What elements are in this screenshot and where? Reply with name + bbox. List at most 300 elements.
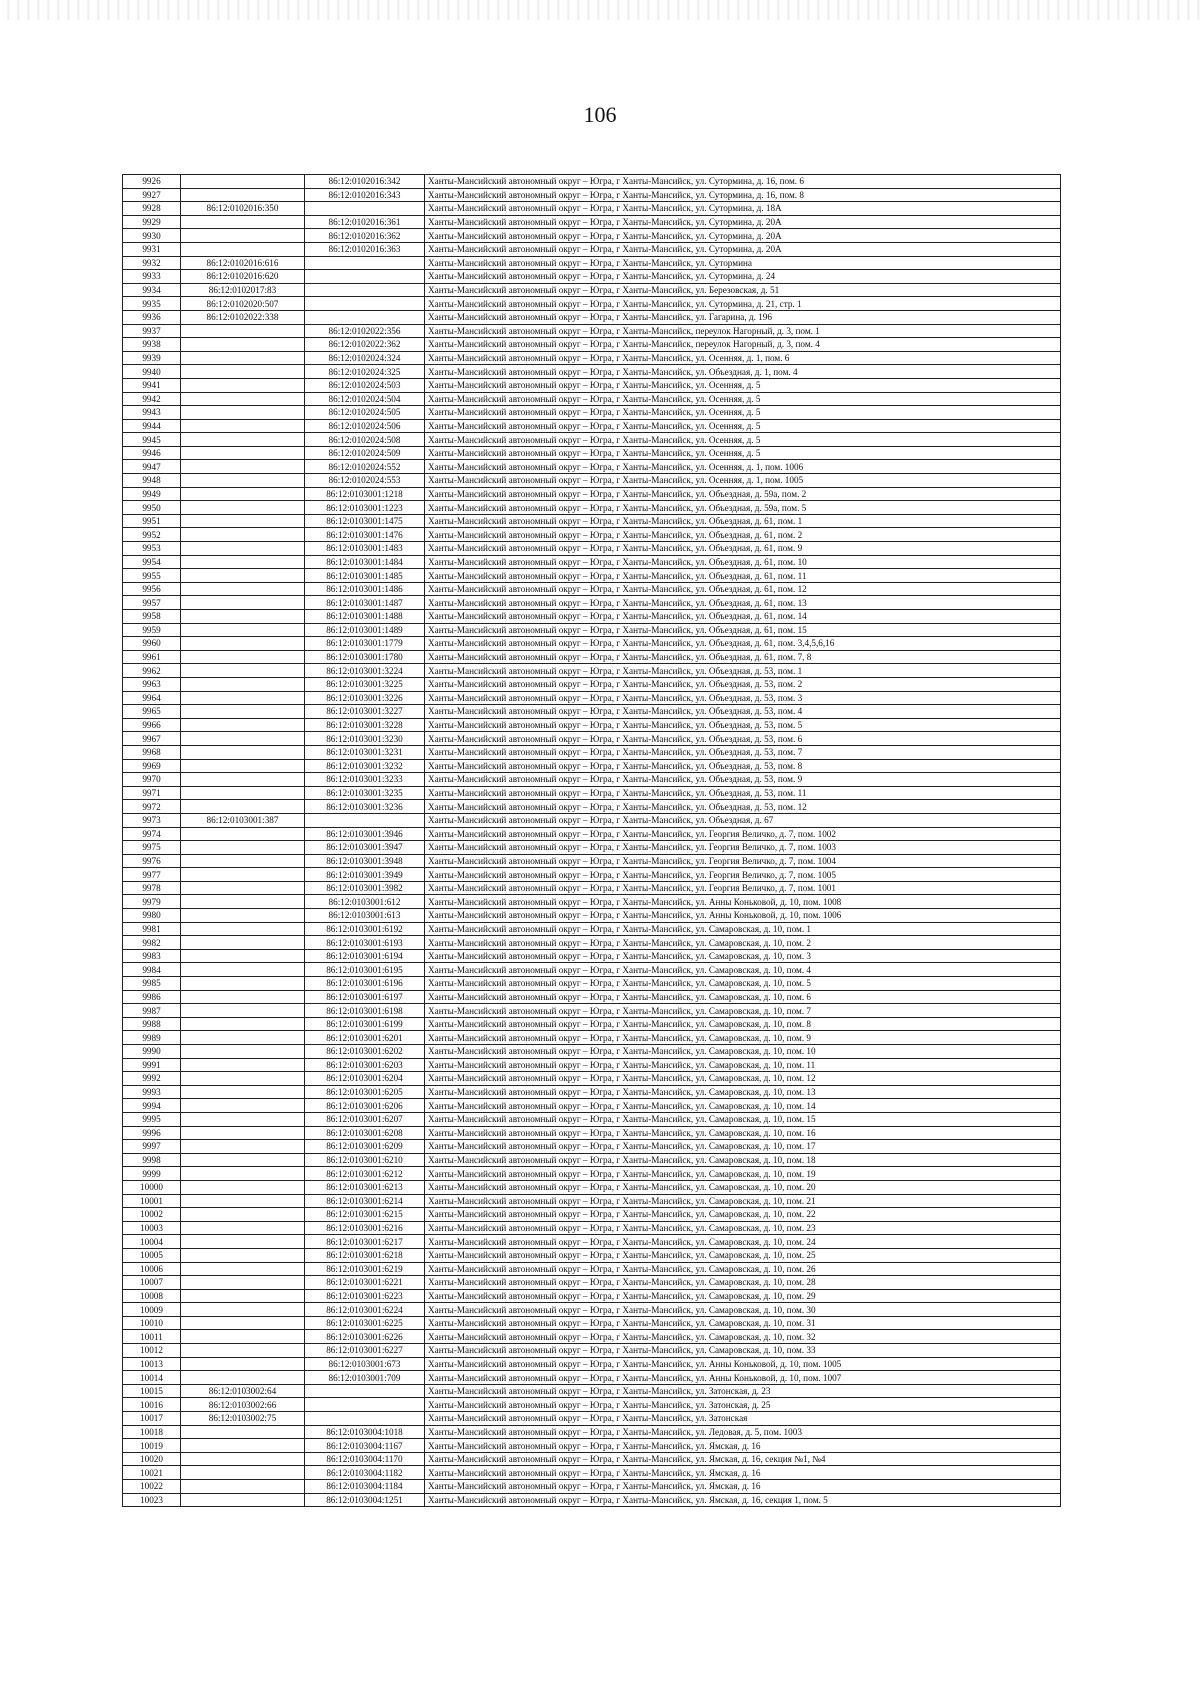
table-row [123,664,1061,678]
row-number: 10019 [123,1439,181,1453]
table-row [123,773,1061,787]
address: Ханты-Мансийский автономный округ – Югра, г Ханты-Мансийск, ул. Сутормина, д. 18А [425,202,1061,216]
row-number: 9967 [123,732,181,746]
table-row [123,1480,1061,1494]
address: Ханты-Мансийский автономный округ – Югра, г Ханты-Мансийск, ул. Объездная, д. 61, пом. 9 [425,542,1061,556]
row-number: 9975 [123,841,181,855]
address: Ханты-Мансийский автономный округ – Югра, г Ханты-Мансийск, ул. Объездная, д. 61, пом. 11 [425,569,1061,583]
row-number: 9978 [123,881,181,895]
address: Ханты-Мансийский автономный округ – Югра, г Ханты-Мансийск, переулок Нагорный, д. 3, пом. 4 [425,338,1061,352]
cadastral-number-land [181,786,305,800]
cadastral-number-land [181,487,305,501]
cadastral-number-premises: 86:12:0102016:342 [305,175,425,189]
cadastral-number-premises: 86:12:0103001:3227 [305,705,425,719]
cadastral-number-land [181,650,305,664]
address: Ханты-Мансийский автономный округ – Югра, г Ханты-Мансийск, ул. Георгия Величко, д. 7, пом. 1005 [425,868,1061,882]
address: Ханты-Мансийский автономный округ – Югра, г Ханты-Мансийск, ул. Анны Коньковой, д. 10, пом. 1007 [425,1371,1061,1385]
cadastral-number-land: 86:12:0102016:350 [181,202,305,216]
table-row [123,786,1061,800]
address: Ханты-Мансийский автономный округ – Югра, г Ханты-Мансийск, переулок Нагорный, д. 3, пом. 1 [425,324,1061,338]
cadastral-number-premises: 86:12:0103001:6204 [305,1072,425,1086]
cadastral-number-land [181,1180,305,1194]
cadastral-number-premises: 86:12:0103001:1476 [305,528,425,542]
address: Ханты-Мансийский автономный округ – Югра, г Ханты-Мансийск, ул. Объездная, д. 53, пом. 11 [425,786,1061,800]
address: Ханты-Мансийский автономный округ – Югра, г Ханты-Мансийск, ул. Объездная, д. 1, пом. 4 [425,365,1061,379]
address: Ханты-Мансийский автономный округ – Югра, г Ханты-Мансийск, ул. Анны Коньковой, д. 10, пом. 1006 [425,909,1061,923]
table-row [123,270,1061,284]
table-row [123,1045,1061,1059]
cadastral-number-land: 86:12:0103002:75 [181,1412,305,1426]
table-row [123,310,1061,324]
cadastral-number-premises: 86:12:0103004:1170 [305,1452,425,1466]
cadastral-number-premises: 86:12:0103001:3225 [305,677,425,691]
cadastral-number-land [181,324,305,338]
cadastral-number-premises: 86:12:0102016:363 [305,242,425,256]
cadastral-number-premises: 86:12:0103001:6208 [305,1126,425,1140]
table-row [123,637,1061,651]
cadastral-number-premises: 86:12:0103001:1223 [305,501,425,515]
cadastral-number-premises: 86:12:0103001:6201 [305,1031,425,1045]
address: Ханты-Мансийский автономный округ – Югра, г Ханты-Мансийск, ул. Осенняя, д. 5 [425,433,1061,447]
row-number: 10004 [123,1235,181,1249]
row-number: 9966 [123,718,181,732]
table-row [123,1289,1061,1303]
scan-noise [0,0,1200,20]
cadastral-number-premises: 86:12:0103001:3226 [305,691,425,705]
cadastral-number-premises [305,1412,425,1426]
table-row [123,501,1061,515]
cadastral-number-land [181,1289,305,1303]
table-row [123,392,1061,406]
cadastral-number-premises [305,202,425,216]
table-row [123,868,1061,882]
row-number: 9954 [123,555,181,569]
address: Ханты-Мансийский автономный округ – Югра, г Ханты-Мансийск, ул. Самаровская, д. 10, пом. 3 [425,949,1061,963]
cadastral-number-land [181,705,305,719]
row-number: 9984 [123,963,181,977]
row-number: 9932 [123,256,181,270]
cadastral-number-premises [305,1384,425,1398]
row-number: 9962 [123,664,181,678]
table-row [123,365,1061,379]
cadastral-number-premises: 86:12:0103001:3946 [305,827,425,841]
cadastral-number-premises: 86:12:0103001:3228 [305,718,425,732]
row-number: 9997 [123,1140,181,1154]
row-number: 10011 [123,1330,181,1344]
address: Ханты-Мансийский автономный округ – Югра, г Ханты-Мансийск, ул. Осенняя, д. 5 [425,392,1061,406]
row-number: 10003 [123,1221,181,1235]
cadastral-number-land [181,841,305,855]
table-row [123,1099,1061,1113]
cadastral-number-premises [305,256,425,270]
address: Ханты-Мансийский автономный округ – Югра, г Ханты-Мансийск, ул. Объездная, д. 53, пом. 12 [425,800,1061,814]
address: Ханты-Мансийский автономный округ – Югра, г Ханты-Мансийск, ул. Самаровская, д. 10, пом. 33 [425,1344,1061,1358]
cadastral-number-land [181,555,305,569]
cadastral-number-premises: 86:12:0102016:361 [305,215,425,229]
cadastral-number-premises: 86:12:0103004:1018 [305,1425,425,1439]
address: Ханты-Мансийский автономный округ – Югра, г Ханты-Мансийск, ул. Самаровская, д. 10, пом. 13 [425,1085,1061,1099]
cadastral-number-land [181,732,305,746]
table-row [123,1180,1061,1194]
cadastral-number-premises: 86:12:0102016:362 [305,229,425,243]
row-number: 9991 [123,1058,181,1072]
cadastral-number-premises: 86:12:0103001:6207 [305,1112,425,1126]
row-number: 9998 [123,1153,181,1167]
address: Ханты-Мансийский автономный округ – Югра, г Ханты-Мансийск, ул. Объездная, д. 61, пом. 14 [425,610,1061,624]
table-row [123,514,1061,528]
row-number: 9988 [123,1017,181,1031]
address: Ханты-Мансийский автономный округ – Югра, г Ханты-Мансийск, ул. Самаровская, д. 10, пом. 31 [425,1316,1061,1330]
cadastral-number-premises [305,283,425,297]
cadastral-number-premises [305,297,425,311]
cadastral-number-premises: 86:12:0103001:6216 [305,1221,425,1235]
row-number: 9976 [123,854,181,868]
address: Ханты-Мансийский автономный округ – Югра, г Ханты-Мансийск, ул. Самаровская, д. 10, пом. 10 [425,1045,1061,1059]
address: Ханты-Мансийский автономный округ – Югра, г Ханты-Мансийск, ул. Самаровская, д. 10, пом. 26 [425,1262,1061,1276]
table-row [123,542,1061,556]
cadastral-number-land [181,800,305,814]
row-number: 9944 [123,419,181,433]
row-number: 9956 [123,582,181,596]
cadastral-number-premises: 86:12:0102024:325 [305,365,425,379]
cadastral-number-land [181,1058,305,1072]
cadastral-number-premises: 86:12:0103001:6221 [305,1276,425,1290]
cadastral-number-land [181,1357,305,1371]
cadastral-number-premises: 86:12:0102024:509 [305,446,425,460]
table-row [123,1330,1061,1344]
row-number: 9993 [123,1085,181,1099]
table-row [123,460,1061,474]
table-row [123,949,1061,963]
address: Ханты-Мансийский автономный округ – Югра, г Ханты-Мансийск, ул. Самаровская, д. 10, пом. 25 [425,1248,1061,1262]
address: Ханты-Мансийский автономный округ – Югра, г Ханты-Мансийск, ул. Гагарина, д. 196 [425,310,1061,324]
row-number: 9971 [123,786,181,800]
row-number: 9972 [123,800,181,814]
cadastral-number-premises: 86:12:0103001:1488 [305,610,425,624]
row-number: 10014 [123,1371,181,1385]
cadastral-number-land [181,718,305,732]
row-number: 9974 [123,827,181,841]
row-number: 10000 [123,1180,181,1194]
address: Ханты-Мансийский автономный округ – Югра, г Ханты-Мансийск, ул. Осенняя, д. 5 [425,419,1061,433]
table-row [123,1221,1061,1235]
table-row [123,378,1061,392]
row-number: 10023 [123,1493,181,1507]
row-number: 9934 [123,283,181,297]
cadastral-number-land [181,1126,305,1140]
table-row [123,474,1061,488]
table-row [123,555,1061,569]
cadastral-number-premises: 86:12:0103001:6203 [305,1058,425,1072]
address: Ханты-Мансийский автономный округ – Югра, г Ханты-Мансийск, ул. Сутормина, д. 20А [425,242,1061,256]
cadastral-number-premises: 86:12:0103001:6225 [305,1316,425,1330]
table-row [123,1194,1061,1208]
cadastral-number-premises: 86:12:0103001:612 [305,895,425,909]
address: Ханты-Мансийский автономный округ – Югра, г Ханты-Мансийск, ул. Ямская, д. 16, секция 1, пом. 5 [425,1493,1061,1507]
address: Ханты-Мансийский автономный округ – Югра, г Ханты-Мансийск, ул. Объездная, д. 61, пом. 15 [425,623,1061,637]
table-row [123,610,1061,624]
cadastral-number-land [181,229,305,243]
address: Ханты-Мансийский автономный округ – Югра, г Ханты-Мансийск, ул. Затонская, д. 25 [425,1398,1061,1412]
cadastral-number-premises: 86:12:0103001:1489 [305,623,425,637]
table-row [123,229,1061,243]
row-number: 10012 [123,1344,181,1358]
row-number: 9964 [123,691,181,705]
cadastral-number-land [181,188,305,202]
cadastral-number-land [181,365,305,379]
address: Ханты-Мансийский автономный округ – Югра, г Ханты-Мансийск, ул. Самаровская, д. 10, пом. 23 [425,1221,1061,1235]
cadastral-number-land [181,1194,305,1208]
cadastral-number-land [181,446,305,460]
table-row [123,1452,1061,1466]
table-row [123,202,1061,216]
cadastral-number-land [181,1153,305,1167]
table-row [123,759,1061,773]
table-row [123,528,1061,542]
table-row [123,1017,1061,1031]
address: Ханты-Мансийский автономный округ – Югра, г Ханты-Мансийск, ул. Объездная, д. 53, пом. 6 [425,732,1061,746]
cadastral-number-land [181,1466,305,1480]
cadastral-number-land [181,351,305,365]
cadastral-number-premises: 86:12:0103001:6217 [305,1235,425,1249]
row-number: 10010 [123,1316,181,1330]
row-number: 9928 [123,202,181,216]
address: Ханты-Мансийский автономный округ – Югра, г Ханты-Мансийск, ул. Объездная, д. 61, пом. 7, 8 [425,650,1061,664]
cadastral-number-land [181,1112,305,1126]
cadastral-number-land [181,1221,305,1235]
address: Ханты-Мансийский автономный округ – Югра, г Ханты-Мансийск, ул. Осенняя, д. 5 [425,378,1061,392]
address: Ханты-Мансийский автономный округ – Югра, г Ханты-Мансийск, ул. Объездная, д. 53, пом. 2 [425,677,1061,691]
row-number: 10021 [123,1466,181,1480]
cadastral-number-land [181,827,305,841]
cadastral-number-premises: 86:12:0103001:6210 [305,1153,425,1167]
table-row [123,705,1061,719]
table-row [123,1439,1061,1453]
address: Ханты-Мансийский автономный округ – Югра, г Ханты-Мансийск, ул. Сутормина, д. 24 [425,270,1061,284]
cadastral-number-premises: 86:12:0103001:6193 [305,936,425,950]
cadastral-number-land: 86:12:0102017:83 [181,283,305,297]
table-row [123,1126,1061,1140]
address: Ханты-Мансийский автономный округ – Югра, г Ханты-Мансийск, ул. Самаровская, д. 10, пом. 12 [425,1072,1061,1086]
address: Ханты-Мансийский автономный округ – Югра, г Ханты-Мансийск, ул. Осенняя, д. 1, пом. 1005 [425,474,1061,488]
cadastral-number-land [181,542,305,556]
cadastral-number-land [181,1017,305,1031]
address: Ханты-Мансийский автономный округ – Югра, г Ханты-Мансийск, ул. Анны Коньковой, д. 10, пом. 1008 [425,895,1061,909]
address: Ханты-Мансийский автономный округ – Югра, г Ханты-Мансийск, ул. Самаровская, д. 10, пом. 15 [425,1112,1061,1126]
address: Ханты-Мансийский автономный округ – Югра, г Ханты-Мансийск, ул. Самаровская, д. 10, пом. 8 [425,1017,1061,1031]
row-number: 9929 [123,215,181,229]
cadastral-number-land [181,1072,305,1086]
table-row [123,1085,1061,1099]
address: Ханты-Мансийский автономный округ – Югра, г Ханты-Мансийск, ул. Самаровская, д. 10, пом. 19 [425,1167,1061,1181]
table-row [123,1466,1061,1480]
cadastral-number-land [181,1439,305,1453]
address: Ханты-Мансийский автономный округ – Югра, г Ханты-Мансийск, ул. Затонская [425,1412,1061,1426]
row-number: 9979 [123,895,181,909]
address: Ханты-Мансийский автономный округ – Югра, г Ханты-Мансийск, ул. Сутормина, д. 21, стр. 1 [425,297,1061,311]
row-number: 9927 [123,188,181,202]
address: Ханты-Мансийский автономный округ – Югра, г Ханты-Мансийск, ул. Ямская, д. 16 [425,1439,1061,1453]
row-number: 9936 [123,310,181,324]
cadastral-number-land [181,1140,305,1154]
cadastral-number-premises: 86:12:0103001:6214 [305,1194,425,1208]
address: Ханты-Мансийский автономный округ – Югра, г Ханты-Мансийск, ул. Самаровская, д. 10, пом. 18 [425,1153,1061,1167]
cadastral-number-premises: 86:12:0103001:673 [305,1357,425,1371]
table-row [123,1072,1061,1086]
address: Ханты-Мансийский автономный округ – Югра, г Ханты-Мансийск, ул. Самаровская, д. 10, пом. 22 [425,1208,1061,1222]
address: Ханты-Мансийский автономный округ – Югра, г Ханты-Мансийск, ул. Объездная, д. 53, пом. 1 [425,664,1061,678]
cadastral-number-premises: 86:12:0103001:6213 [305,1180,425,1194]
row-number: 9952 [123,528,181,542]
table-row [123,446,1061,460]
address: Ханты-Мансийский автономный округ – Югра, г Ханты-Мансийск, ул. Самаровская, д. 10, пом. 7 [425,1004,1061,1018]
row-number: 9980 [123,909,181,923]
row-number: 9957 [123,596,181,610]
cadastral-number-land [181,881,305,895]
table-row [123,188,1061,202]
table-row [123,1398,1061,1412]
cadastral-number-land [181,338,305,352]
address: Ханты-Мансийский автономный округ – Югра, г Ханты-Мансийск, ул. Сутормина, д. 16, пом. 6 [425,175,1061,189]
cadastral-number-premises: 86:12:0102024:506 [305,419,425,433]
cadastral-number-land [181,677,305,691]
row-number: 10008 [123,1289,181,1303]
row-number: 9937 [123,324,181,338]
cadastral-number-land [181,1248,305,1262]
registry-table-body [123,175,1061,1507]
cadastral-number-premises: 86:12:0103001:1484 [305,555,425,569]
cadastral-number-land [181,868,305,882]
cadastral-number-land [181,922,305,936]
table-row [123,1140,1061,1154]
address: Ханты-Мансийский автономный округ – Югра, г Ханты-Мансийск, ул. Объездная, д. 61, пом. 12 [425,582,1061,596]
address: Ханты-Мансийский автономный округ – Югра, г Ханты-Мансийск, ул. Самаровская, д. 10, пом. 6 [425,990,1061,1004]
table-row [123,419,1061,433]
cadastral-number-land [181,378,305,392]
table-row [123,1316,1061,1330]
row-number: 9939 [123,351,181,365]
table-row [123,977,1061,991]
table-row [123,745,1061,759]
table-row [123,1493,1061,1507]
address: Ханты-Мансийский автономный округ – Югра, г Ханты-Мансийск, ул. Георгия Величко, д. 7, пом. 1002 [425,827,1061,841]
row-number: 9983 [123,949,181,963]
cadastral-number-land [181,1031,305,1045]
cadastral-number-premises: 86:12:0103001:3235 [305,786,425,800]
address: Ханты-Мансийский автономный округ – Югра, г Ханты-Мансийск, ул. Объездная, д. 61, пом. 1 [425,514,1061,528]
table-row [123,854,1061,868]
row-number: 10009 [123,1303,181,1317]
cadastral-number-premises: 86:12:0103001:6223 [305,1289,425,1303]
row-number: 9990 [123,1045,181,1059]
row-number: 10017 [123,1412,181,1426]
cadastral-number-land [181,501,305,515]
address: Ханты-Мансийский автономный округ – Югра, г Ханты-Мансийск, ул. Самаровская, д. 10, пом. 16 [425,1126,1061,1140]
address: Ханты-Мансийский автономный округ – Югра, г Ханты-Мансийск, ул. Осенняя, д. 1, пом. 6 [425,351,1061,365]
row-number: 9965 [123,705,181,719]
cadastral-number-land [181,242,305,256]
cadastral-number-land [181,419,305,433]
cadastral-number-land: 86:12:0102016:616 [181,256,305,270]
cadastral-number-premises: 86:12:0103001:6212 [305,1167,425,1181]
row-number: 9950 [123,501,181,515]
cadastral-number-premises: 86:12:0103001:6198 [305,1004,425,1018]
cadastral-number-premises: 86:12:0103001:6202 [305,1045,425,1059]
row-number: 9941 [123,378,181,392]
cadastral-number-premises: 86:12:0103001:6209 [305,1140,425,1154]
cadastral-number-land [181,460,305,474]
cadastral-number-land [181,936,305,950]
cadastral-number-premises: 86:12:0103001:1218 [305,487,425,501]
row-number: 10018 [123,1425,181,1439]
row-number: 9996 [123,1126,181,1140]
address: Ханты-Мансийский автономный округ – Югра, г Ханты-Мансийск, ул. Объездная, д. 59а, пом. 5 [425,501,1061,515]
cadastral-number-land: 86:12:0102022:338 [181,310,305,324]
cadastral-number-premises: 86:12:0103001:6215 [305,1208,425,1222]
cadastral-number-premises: 86:12:0103001:1485 [305,569,425,583]
address: Ханты-Мансийский автономный округ – Югра, г Ханты-Мансийск, ул. Самаровская, д. 10, пом. 11 [425,1058,1061,1072]
row-number: 9981 [123,922,181,936]
cadastral-number-land [181,1371,305,1385]
row-number: 9945 [123,433,181,447]
cadastral-number-land [181,854,305,868]
table-row [123,650,1061,664]
address: Ханты-Мансийский автономный округ – Югра, г Ханты-Мансийск, ул. Самаровская, д. 10, пом. 30 [425,1303,1061,1317]
cadastral-number-land [181,1099,305,1113]
row-number: 9949 [123,487,181,501]
cadastral-number-premises: 86:12:0103001:1483 [305,542,425,556]
cadastral-number-land [181,474,305,488]
cadastral-number-land [181,1085,305,1099]
row-number: 9994 [123,1099,181,1113]
cadastral-number-premises: 86:12:0103001:6197 [305,990,425,1004]
address: Ханты-Мансийский автономный округ – Югра, г Ханты-Мансийск, ул. Объездная, д. 67 [425,813,1061,827]
address: Ханты-Мансийский автономный округ – Югра, г Ханты-Мансийск, ул. Самаровская, д. 10, пом. 2 [425,936,1061,950]
cadastral-number-premises: 86:12:0103004:1167 [305,1439,425,1453]
row-number: 9987 [123,1004,181,1018]
cadastral-number-land: 86:12:0103001:387 [181,813,305,827]
address: Ханты-Мансийский автономный округ – Югра, г Ханты-Мансийск, ул. Объездная, д. 61, пом. 10 [425,555,1061,569]
row-number: 10016 [123,1398,181,1412]
row-number: 9985 [123,977,181,991]
cadastral-number-premises: 86:12:0102022:362 [305,338,425,352]
cadastral-number-premises: 86:12:0103001:6205 [305,1085,425,1099]
cadastral-number-premises: 86:12:0103001:6199 [305,1017,425,1031]
address: Ханты-Мансийский автономный округ – Югра, г Ханты-Мансийск, ул. Георгия Величко, д. 7, пом. 1003 [425,841,1061,855]
cadastral-number-premises: 86:12:0103004:1251 [305,1493,425,1507]
cadastral-number-land [181,175,305,189]
cadastral-number-land [181,977,305,991]
row-number: 9961 [123,650,181,664]
address: Ханты-Мансийский автономный округ – Югра, г Ханты-Мансийск, ул. Ямская, д. 16, секция №1, №4 [425,1452,1061,1466]
cadastral-number-land [181,528,305,542]
address: Ханты-Мансийский автономный округ – Югра, г Ханты-Мансийск, ул. Березовская, д. 51 [425,283,1061,297]
cadastral-number-premises: 86:12:0103001:1486 [305,582,425,596]
page-number: 106 [583,102,617,127]
table-row [123,1153,1061,1167]
address: Ханты-Мансийский автономный округ – Югра, г Ханты-Мансийск, ул. Самаровская, д. 10, пом. 9 [425,1031,1061,1045]
table-row [123,1425,1061,1439]
row-number: 9942 [123,392,181,406]
table-row [123,283,1061,297]
row-number: 10002 [123,1208,181,1222]
row-number: 9969 [123,759,181,773]
cadastral-number-land [181,406,305,420]
row-number: 9963 [123,677,181,691]
address: Ханты-Мансийский автономный округ – Югра, г Ханты-Мансийск, ул. Самаровская, д. 10, пом. 5 [425,977,1061,991]
cadastral-number-land: 86:12:0102016:620 [181,270,305,284]
row-number: 9992 [123,1072,181,1086]
